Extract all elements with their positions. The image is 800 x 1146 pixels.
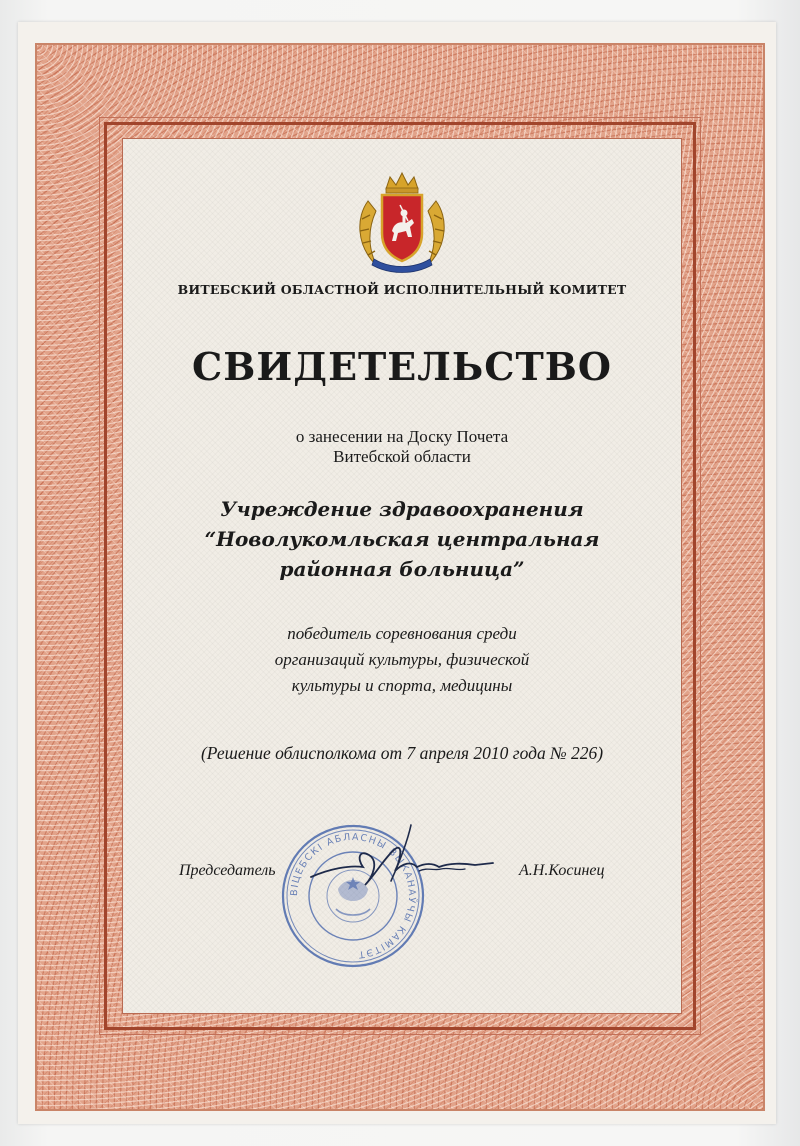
subtitle-line: Витебской области bbox=[333, 447, 471, 466]
seal-text: ВІЦЕБСКІ АБЛАСНЫ ВЫКАНАЎЧЫ КАМІТЭТ bbox=[288, 831, 418, 960]
recipient-line: районная больница” bbox=[279, 557, 525, 581]
recipient-organization bbox=[123, 494, 681, 584]
award-line: культуры и спорта, медицины bbox=[291, 676, 513, 695]
signatory-role: Председатель bbox=[179, 862, 276, 879]
handwritten-signature bbox=[299, 819, 499, 899]
recipient-line: “Новолукомльская центральная bbox=[204, 527, 600, 551]
award-line: организаций культуры, физической bbox=[274, 650, 530, 669]
subtitle-line: о занесении на Доску Почета bbox=[295, 427, 509, 446]
certificate-body bbox=[122, 138, 682, 1014]
vitebsk-coat-of-arms-icon bbox=[346, 171, 458, 275]
certificate-subtitle bbox=[123, 427, 681, 467]
issuer-name: ВИТЕБСКИЙ ОБЛАСТНОЙ ИСПОЛНИТЕЛЬНЫЙ КОМИТЕТ bbox=[177, 282, 627, 297]
award-line: победитель соревнования среди bbox=[287, 624, 517, 643]
award-reason bbox=[123, 621, 681, 699]
signatory-name: А.Н.Косинец bbox=[519, 862, 605, 879]
recipient-line: Учреждение здравоохранения bbox=[220, 497, 584, 521]
document-title: СВИДЕТЕЛЬСТВО bbox=[192, 344, 612, 389]
decision-reference: (Решение облисполкома от 7 апреля 2010 года № 226) bbox=[200, 743, 604, 763]
